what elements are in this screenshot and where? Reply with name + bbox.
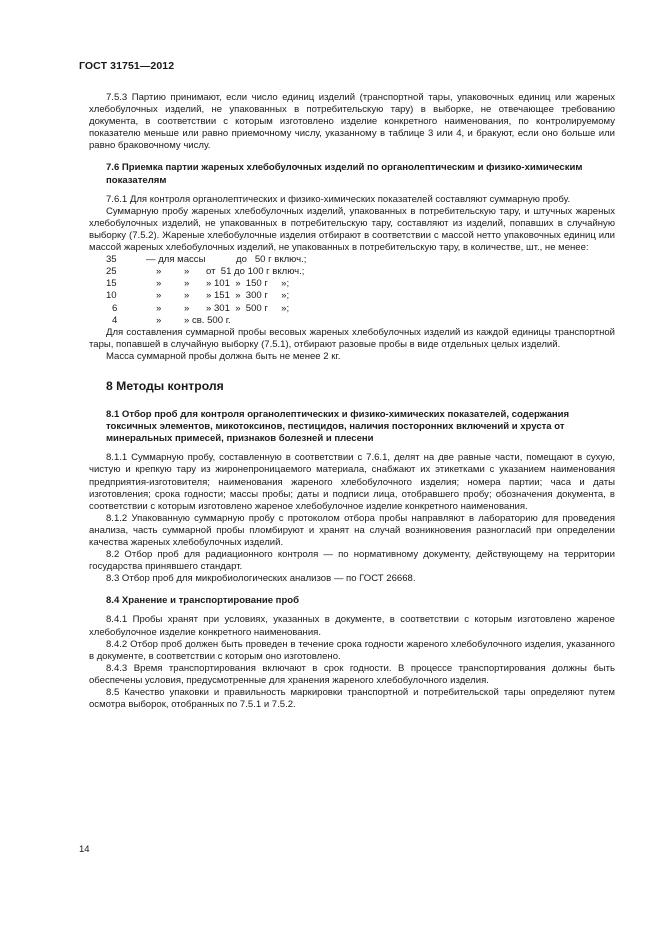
mass-row-ditto: » [156, 278, 162, 290]
mass-row [106, 315, 615, 327]
mass-row-range: » 101 » 150 г »; [206, 278, 290, 290]
mass-row-count: 10 [106, 290, 117, 302]
weight-sample-text: Для составления суммарной пробы весовых жареных хлебобулочных изделий из каждой единицы транспортной тары, попавшей в случайную выборку (7.5.1), отбирают разовые пробы в виде отдельных целых изделий. [89, 326, 615, 350]
mass-row-range: » 151 » 300 г »; [206, 290, 290, 302]
heading-8-1: 8.1 Отбор проб для контроля органолептических и физико-химических показателей, содержания токсичных элементов, микотоксинов, пестицидов, наличия посторонних включений и хруста от минеральных примесей, признаков болезней и плесени [106, 409, 570, 445]
sample-mass-text: Масса суммарной пробы должна быть не менее 2 кг. [106, 350, 341, 362]
mass-row [106, 254, 615, 266]
page-content [89, 92, 615, 711]
clause-8-2: 8.2 Отбор проб для радиационного контроля — по нормативному документу, действующему на территории государства принявшего стандарт. [89, 549, 615, 573]
mass-quantity-list [89, 254, 615, 327]
mass-row-ditto: » [156, 290, 162, 302]
mass-row-count: 25 [106, 266, 117, 278]
mass-row-range: до 50 г включ.; [236, 254, 307, 266]
mass-row [106, 266, 615, 278]
clause-7-6-1-text: Суммарную пробу жареных хлебобулочных изделий, упакованных в потребительскую тару, и штучных жареных хлебобулочных изделий, не упакованных в потребительскую тару, составляют из изделий, попавших в случайную выборку (7.5.2). Жареные хлебобулочные изделия отбирают в соответствии с массой нетто упаковочных единиц или массой жареных хлебобулочных изделий, не упакованных в потребительскую тару, в количестве, шт., не менее: [89, 205, 615, 254]
heading-7-6: 7.6 Приемка партии жареных хлебобулочных изделий по органолептическим и физико-химическим показателям [106, 162, 583, 186]
mass-row [106, 303, 615, 315]
mass-row-count: 15 [106, 278, 117, 290]
heading-8-4: 8.4 Хранение и транспортирование проб [106, 595, 300, 607]
mass-row-ditto: » [184, 290, 190, 302]
clause-8-1-1: 8.1.1 Суммарную пробу, составленную в соответствии с 7.6.1, делят на две равные части, помещают в сухую, чистую и крепкую тару из жиронепроницаемого материала, снабжают их этикетками с указанием наименования предприятия-изготовителя; наименования жареного хлебобулочного изделия; номера партии; часа и даты изготовления; срока годности; массы пробы; даты и подписи лица, отобравшего пробу; обозначения документа, в соответствии с которым изготовлено жареное хлебобулочное изделие конкретного наименования. [89, 452, 615, 512]
mass-row-ditto: » св. 500 г. [184, 314, 231, 326]
clause-8-3: 8.3 Отбор проб для микробиологических анализов — по ГОСТ 26668. [106, 573, 416, 585]
clause-7-6-1: 7.6.1 Для контроля органолептических и физико-химических показателей составляют суммарную пробу. [106, 193, 571, 205]
clause-8-5: 8.5 Качество упаковки и правильность маркировки транспортной и потребительской тары определяют путем осмотра выборок, отобранных по 7.5.1 и 7.5.2. [89, 687, 615, 711]
mass-row-ditto: » [156, 302, 162, 314]
mass-row-count: 35 [106, 254, 117, 266]
mass-row-count: 6 [112, 302, 118, 314]
mass-row-range: » 301 » 500 г »; [206, 302, 290, 314]
clause-7-5-3: 7.5.3 Партию принимают, если число единиц изделий (транспортной тары, упаковочных единиц или жареных хлебобулочных изделий, не упакованных в потребительскую тару) в выборке, не отвечающее требованию документа, в соответствии с которым изготовлено изделие конкретного наименования, по контролируемому показателю меньше или равно приемочному числу, указанному в таблице 3 или 4, и бракуют, если оно больше или равно браковочному числу. [89, 92, 615, 152]
mass-row-ditto: » [184, 266, 190, 278]
mass-row-ditto: » [156, 266, 162, 278]
mass-row-range: от 51 до 100 г включ.; [206, 266, 305, 278]
mass-row-count: 4 [112, 314, 118, 326]
mass-row-ditto: » [184, 278, 190, 290]
clause-8-4-3: 8.4.3 Время транспортирования включают в срок годности. В процессе транспортирования должны быть обеспечены условия, предусмотренные для хранения жареного хлебобулочного изделия. [89, 662, 615, 686]
mass-row-ditto: » [184, 302, 190, 314]
section-8-heading: 8 Методы контроля [106, 378, 224, 393]
mass-row [106, 290, 615, 302]
mass-row-ditto: » [156, 314, 162, 326]
page-header-title: ГОСТ 31751—2012 [79, 60, 175, 72]
page-number: 14 [79, 844, 90, 855]
clause-8-4-1: 8.4.1 Пробы хранят при условиях, указанных в документе, в соответствии с которым изготовлено жареное хлебобулочное изделие конкретного наименования. [89, 614, 615, 638]
mass-row [106, 278, 615, 290]
clause-8-4-2: 8.4.2 Отбор проб должен быть проведен в течение срока годности жареного хлебобулочного изделия, указанного в документе, в соответствии с которым оно изготовлено. [89, 638, 615, 662]
clause-8-1-2: 8.1.2 Упакованную суммарную пробу с протоколом отбора пробы направляют в лабораторию для проведения анализа, часть суммарной пробы пломбируют и хранят на случай возникновения разногласий при определении качества жареных хлебобулочных изделий. [89, 512, 615, 548]
mass-row-label: — для массы [146, 254, 206, 266]
